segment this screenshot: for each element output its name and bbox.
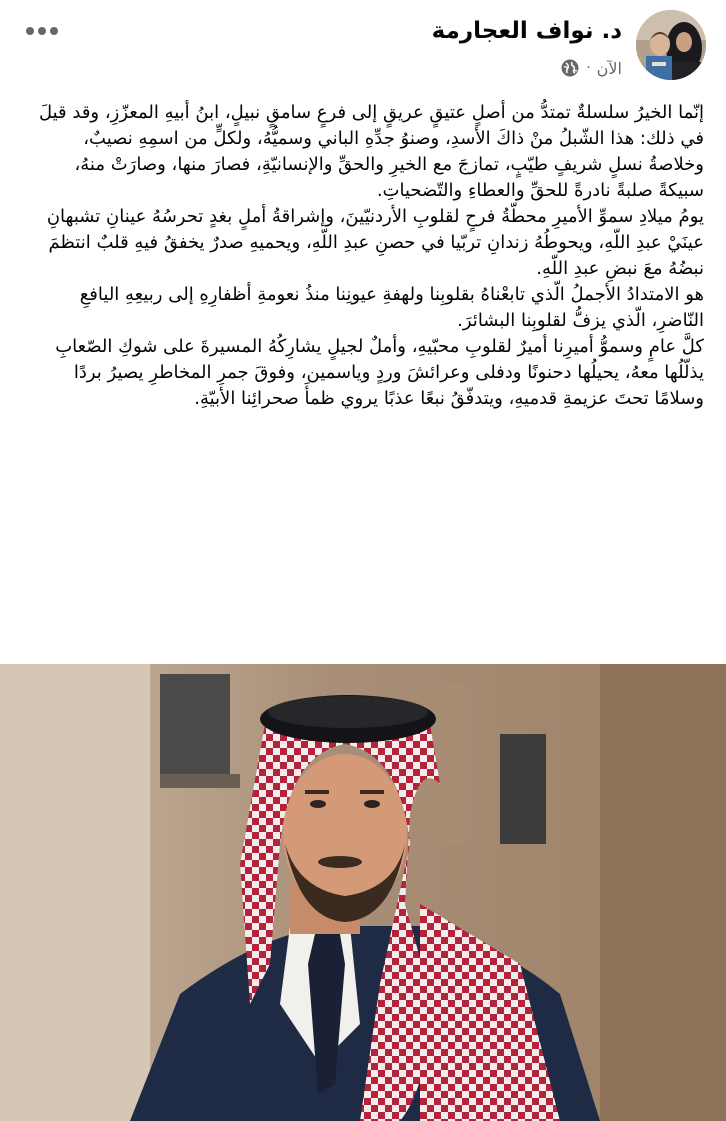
post-header bbox=[0, 0, 726, 92]
post-meta bbox=[560, 56, 622, 80]
post-timestamp[interactable]: الآن bbox=[596, 58, 622, 78]
post-text bbox=[24, 100, 704, 412]
post-paragraph: يومُ ميلادِ سموِّ الأميرِ محطّةُ فرحٍ لقلوبِ الأردنيّينَ، وإشراقةُ أملٍ بغدٍ تحرسُهُ عينانِ تشبهانِ عينَيْ عبدِ اللّهِ، ويحوطُهُ زندانِ تربّيا في حصنِ عبدِ اللّهِ، ويحميهِ صدرٌ يخفقُ فيهِ قلبٌ انتظمَ نبضُهُ معَ نبضِ عبدِ اللّهِ. bbox=[46, 206, 704, 279]
avatar[interactable] bbox=[636, 10, 706, 80]
prince-portrait-image bbox=[0, 664, 726, 1121]
author-name[interactable]: د. نواف العجارمة bbox=[431, 18, 622, 44]
avatar-photo bbox=[636, 10, 706, 80]
post-paragraph: كلَّ عامٍ وسموُّ أميرِنا أميرٌ لقلوبِ محبّيهِ، وأملٌ لجيلٍ يشارِكُهُ المسيرةَ على شوكِ الصّعابِ يذلّلُها معهُ، يحيلُها دحنونًا ودفلى وعرائشَ وردٍ وياسمين، وفوقَ جمرِ المخاطرِ يصيرُ بردًا وسلامًا تحتَ عزيمةِ قدميهِ، ويتدفّقُ نبعًا عذبًا يروي ظمأَ صحرائِنا الأبيّةِ. bbox=[55, 336, 704, 409]
more-options-icon bbox=[25, 26, 59, 36]
meta-separator: · bbox=[586, 60, 591, 76]
post-paragraph: هو الامتدادُ الأجملُ الّذي تابعْناهُ بقلوبِنا ولهفةِ عيونِنا منذُ نعومةِ أظفارِهِ إلى ربيعِهِ اليافعِ النّاضرِ، الّذي يزفُّ لقلوبِنا البشائرَ. bbox=[79, 284, 704, 331]
globe-icon[interactable] bbox=[560, 58, 580, 78]
post-photo[interactable] bbox=[0, 664, 726, 1121]
post-paragraph: إنّما الخيرُ سلسلةٌ تمتدُّ من أصلٍ عتيقٍ عريقٍ إلى فرعٍ سامقٍ نبيلٍ، ابنُ أبيهِ المعزّزِ، وقد قيلَ في ذلك: هذا الشّبلُ منْ ذاكَ الأسدِ، وصنوُ جدِّهِ الباني وسميُّهُ، ولكلٍّ من اسمِهِ نصيبٌ، وخلاصةُ نسلٍ شريفٍ طيّبٍ، تمازجَ مع الخيرِ والحقِّ والإنسانيّةِ، فصارَ منها، وصارَتْ منهُ، سبيكةً صلبةً نادرةً للحقِّ والعطاءِ والتّضحياتِ. bbox=[38, 102, 704, 201]
more-options-button[interactable] bbox=[22, 18, 62, 44]
